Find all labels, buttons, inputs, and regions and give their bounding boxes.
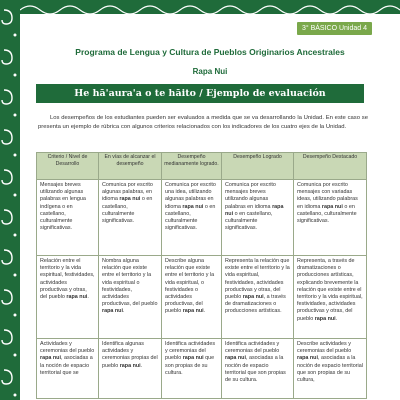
- table-cell: Comunica por escrito una idea, utilizando algunas palabras en idioma rapa nui o en castellano, culturalmente significativas.: [162, 180, 222, 256]
- intro-paragraph: Los desempeños de los estudiantes pueden ser evaluados a medida que se va desarrollando la Unidad. En este caso se presenta un ejemplo de rúbrica con algunos criterios relacionados con los indicadores de los cuatro ejes de la Unidad.: [38, 115, 368, 130]
- decorative-left-band: [0, 0, 20, 400]
- header-level-2: Desempeño medianamente logrado.: [162, 153, 222, 180]
- table-row: [37, 339, 367, 399]
- section-title: He hā'aura'a o te hāito / Ejemplo de evaluación: [74, 88, 326, 99]
- table-row: [37, 256, 367, 339]
- table-cell: Relación entre el territorio y la vida espiritual, festividades, actividades productivas y otras, del pueblo rapa nui.: [37, 256, 99, 339]
- header-level-1: En vías de alcanzar el desempeño: [99, 153, 162, 180]
- grade-badge: 3° BÁSICO Unidad 4: [297, 22, 372, 35]
- table-cell: Describe actividades y ceremonias del pueblo rapa nui, asociadas a la noción de espacio territorial que son propias de su cultura,: [294, 339, 367, 399]
- header-level-4: Desempeño Destacado: [294, 153, 367, 180]
- koru-pattern-icon: [0, 0, 20, 400]
- decorative-top-bar: [20, 0, 400, 14]
- table-cell: Comunica por escrito algunas palabras, en idioma rapa nui o en castellano, culturalmente significativas.: [99, 180, 162, 256]
- header-criterion: Criterio / Nivel de Desarrollo: [37, 153, 99, 180]
- rubric-table: [36, 152, 367, 399]
- people-subtitle: Rapa Nui: [192, 67, 228, 76]
- table-cell: Comunica por escrito mensajes con variadas ideas, utilizando palabras en idioma rapa nui o en castellano, culturalmente significativas.: [294, 180, 367, 256]
- program-title: Programa de Lengua y Cultura de Pueblos Originarios Ancestrales: [75, 47, 345, 57]
- table-cell: Describe alguna relación que existe entre el territorio y la vida espiritual, o festividades o actividades productivas, del pueblo rapa nui.: [162, 256, 222, 339]
- header-level-3: Desempeño Logrado: [222, 153, 294, 180]
- wave-pattern-icon: [20, 0, 400, 14]
- table-cell: Actividades y ceremonias del pueblo rapa nui, asociadas a la noción de espacio territorial que se: [37, 339, 99, 399]
- table-cell: Identifica actividades y ceremonias del pueblo rapa nui que son propias de su cultura.: [162, 339, 222, 399]
- table-cell: Identifica actividades y ceremonias del pueblo rapa nui, asociadas a la noción de espacio territorial que son propias de su cultura.: [222, 339, 294, 399]
- table-cell: Mensajes breves utilizando algunas palabras en lengua indígena o en castellano, culturalmente significativas.: [37, 180, 99, 256]
- section-banner: [36, 84, 364, 103]
- table-cell: Nombra alguna relación que existe entre el territorio y la vida espiritual o festividades, actividades productivas, del pueblo rapa nui.: [99, 256, 162, 339]
- table-cell: Identifica algunas actividades y ceremonias propias del pueblo rapa nui.: [99, 339, 162, 399]
- table-cell: Representa, a través de dramatizaciones o producciones artísticas, explicando brevemente la relación que existe entre el territorio y la vida espiritual, festividades, actividades productivas y otras, del pueblo rapa nui.: [294, 256, 367, 339]
- table-cell: Representa la relación que existe entre el territorio y la vida espiritual, festividades, actividades productivas y otras, del pueblo rapa nui, a través de dramatizaciones o producciones artísticas.: [222, 256, 294, 339]
- rubric-header-row: [37, 153, 367, 180]
- table-cell: Comunica por escrito mensajes breves utilizando algunas palabras en idioma rapa nui o en castellano, culturalmente significativas.: [222, 180, 294, 256]
- table-row: [37, 180, 367, 256]
